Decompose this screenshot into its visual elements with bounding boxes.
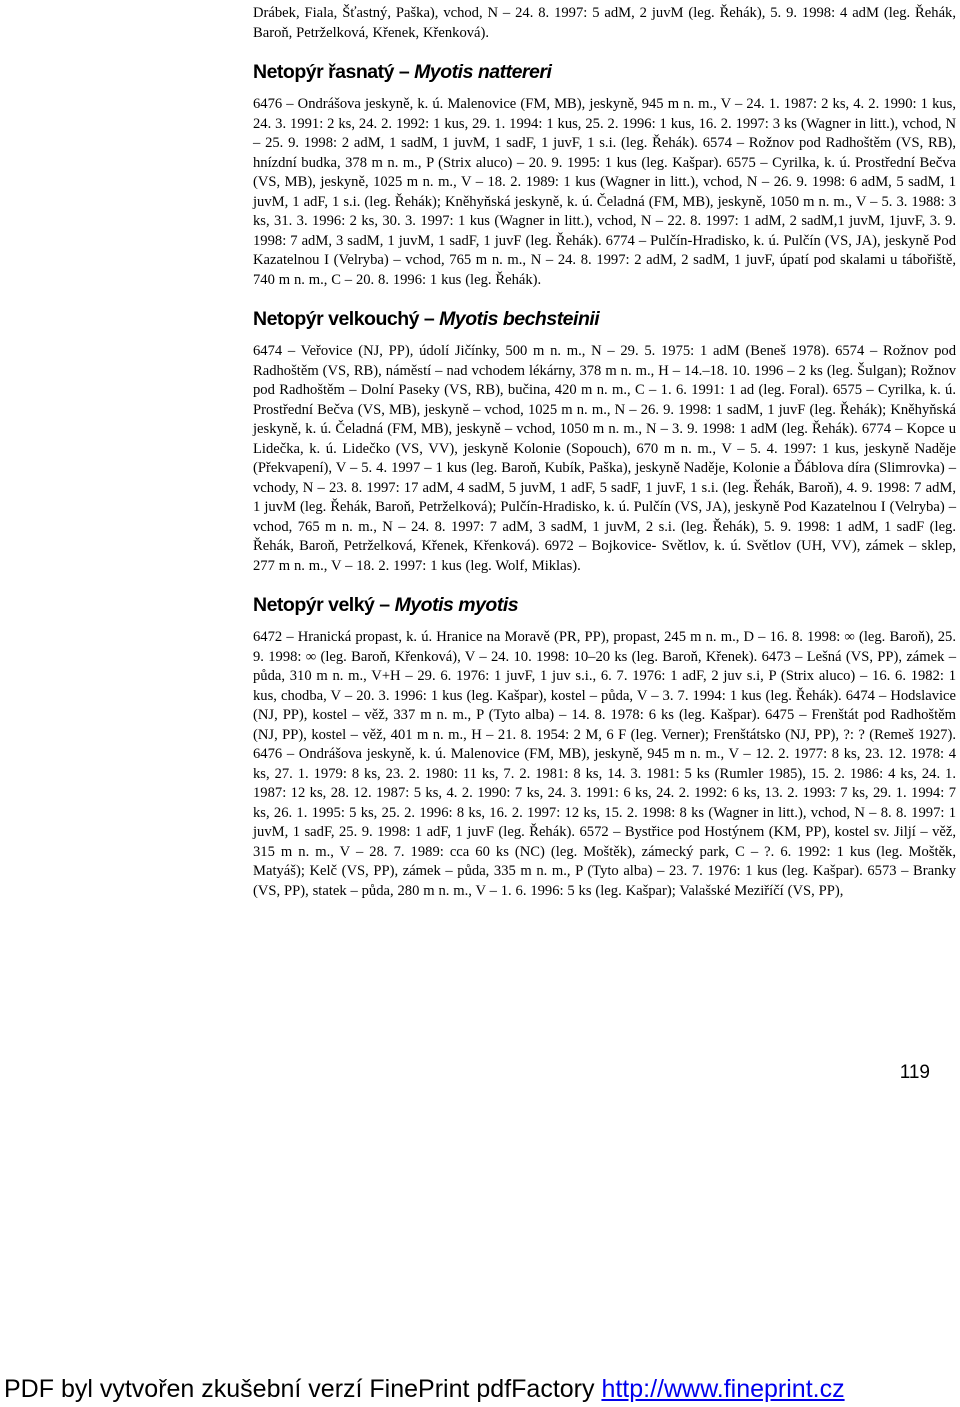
footer-text: PDF byl vytvořen zkušební verzí FinePrint pdfFactory: [4, 1375, 602, 1403]
document-body: [253, 4, 956, 901]
footer-link[interactable]: http://www.fineprint.cz: [601, 1375, 845, 1403]
section-heading-myotis: Netopýr velký – Myotis myotis: [253, 594, 519, 616]
section-heading-bechsteinii: Netopýr velkouchý – Myotis bechsteinii: [253, 308, 600, 330]
footer-watermark: [4, 1375, 845, 1404]
page-number: 119: [899, 1062, 930, 1083]
section-heading-nattereri: Netopýr řasnatý – Myotis nattereri: [253, 61, 552, 83]
section-paragraph-bechsteinii: 6474 – Veřovice (NJ, PP), údolí Jičínky, 500 m n. m., N – 29. 5. 1975: 1 adM (Beneš 1978). 6574 – Rožnov pod Radhoštěm (VS, RB), náměstí – nad vchodem lékárny, 378 m n. m., H – 14.–18. 10. 1996 – 2 ks (leg. Šulgan); Rožnov pod Radhoštěm – Dolní Paseky (VS, RB), bučina, 420 m n. m., C – 1. 6. 1991: 1 ad (leg. Foral). 6575 – Cyrilka, k. ú. Prostřední Bečva (VS, MB), jeskyně – vchod, 1025 m n. m., N – 26. 9. 1998: 1 sadM, 1 juvF (leg. Řehák); Kněhyňská jeskyně, k. ú. Čeladná (FM, MB), jeskyně – vchod, 1050 m n. m., N – 3. 9. 1998: 1 adM (leg. Řehák). 6774 – Kopce u Lidečka, k. ú. Lidečko (VS, VV), jeskyně Kolonie (Sopouch), 670 m n. m., V – 5. 4. 1997: 1 kus, jeskyně Naděje (Překvapení), V – 5. 4. 1997 – 1 kus (leg. Baroň, Kubík, Paška), jeskyně Naděje, Kolonie a Ďáblova díra (Slimrovka) – vchody, N – 23. 8. 1997: 17 adM, 4 sadM, 5 juvM, 1 adF, 5 sadF, 1 juvF, 1 s.i. (leg. Řehák, Baroň), 4. 9. 1998: 7 adM, 1 juvM (leg. Řehák, Baroň, Petrželková); Pulčín-Hradisko, k. ú. Pulčín (VS, JA), jeskyně Pod Kazatelnou I (Velryba) – vchod, 765 m n. m., N – 24. 8. 1997: 7 adM, 3 sadM, 1 juvM, 2 s.i. (leg. Řehák), 5. 9. 1998: 1 adM, 1 sadF (leg. Řehák, Baroň, Petrželková, Křenek, Křenková). 6972 – Bojkovice- Světlov, k. ú. Světlov (UH, VV), zámek – sklep, 277 m n. m., V – 18. 2. 1997: 1 kus (leg. Wolf, Miklas).: [253, 343, 956, 574]
section-paragraph-myotis: 6472 – Hranická propast, k. ú. Hranice na Moravě (PR, PP), propast, 245 m n. m., D – 16. 8. 1998: ∞ (leg. Baroň), 25. 9. 1998: ∞ (leg. Baroň, Křenková), V – 24. 10. 1998: 10–20 ks (leg. Baroň, Křenek). 6473 – Lešná (VS, PP), zámek – půda, 310 m n. m., V+H – 29. 6. 1976: 1 juvF, 1 juv s.i., 6. 7. 1976: 1 adF, 2 juv s.i, P (Strix aluco) – 16. 6. 1982: 1 kus, chodba, V – 20. 3. 1996: 1 kus (leg. Kašpar), kostel – půda, V – 3. 7. 1994: 1 kus (leg. Řehák). 6474 – Hodslavice (NJ, PP), kostel – věž, 337 m n. m., P (Tyto alba) – 14. 8. 1978: 6 ks (leg. Kašpar). 6475 – Frenštát pod Radhoštěm (NJ, PP), kostel – věž, 401 m n. m., H – 21. 8. 1954: 2 M, 6 F (leg. Verner); Frenštátsko (NJ, PP), ?: ? (Remeš 1927). 6476 – Ondrášova jeskyně, k. ú. Malenovice (FM, MB), jeskyně, 945 m n. m., V – 12. 2. 1977: 8 ks, 23. 12. 1978: 4 ks, 27. 1. 1979: 8 ks, 23. 2. 1980: 11 ks, 7. 2. 1981: 8 ks, 14. 3. 1981: 5 ks (Rumler 1985), 15. 2. 1986: 4 ks, 24. 1. 1987: 12 ks, 28. 12. 1987: 5 ks, 4. 2. 1990: 7 ks, 24. 3. 1991: 6 ks, 24. 2. 1992: 6 ks, 13. 2. 1993: 7 ks, 29. 1. 1994: 7 ks, 26. 1. 1995: 5 ks, 25. 2. 1996: 8 ks, 16. 2. 1997: 12 ks, 15. 2. 1998: 8 ks (Wagner in litt.), vchod, N – 8. 8. 1997: 1 juvM, 1 sadF, 25. 9. 1998: 1 adF, 1 juvF (leg. Řehák). 6572 – Bystřice pod Hostýnem (KM, PP), kostel sv. Jiljí – věž, 315 m n. m., V – 28. 7. 1989: cca 60 ks (NC) (leg. Moštěk), zámecký park, C – ?. 6. 1992: 1 kus (leg. Moštěk, Matyáš); Kelč (VS, PP), zámek – půda, 335 m n. m., P (Tyto alba) – 23. 7. 1976: 1 kus (leg. Kašpar). 6573 – Branky (VS, PP), statek – půda, 280 m n. m., V – 1. 6. 1996: 5 ks (leg. Kašpar); Valašské Meziříčí (VS, PP),: [253, 629, 956, 899]
continued-paragraph: Drábek, Fiala, Šťastný, Paška), vchod, N – 24. 8. 1997: 5 adM, 2 juvM (leg. Řehák), 5. 9. 1998: 4 adM (leg. Řehák, Baroň, Petrželková, Křenek, Křenková).: [253, 5, 956, 41]
section-paragraph-nattereri: 6476 – Ondrášova jeskyně, k. ú. Malenovice (FM, MB), jeskyně, 945 m n. m., V – 24. 1. 1987: 2 ks, 4. 2. 1990: 1 kus, 24. 3. 1991: 2 ks, 24. 2. 1992: 1 kus, 29. 1. 1994: 1 kus, 25. 2. 1996: 1 kus, 16. 2. 1997: 3 ks (Wagner in litt.), vchod, N – 25. 9. 1998: 2 adM, 1 sadM, 1 juvM, 1 sadF, 1 juvF, 1 s.i. (leg. Řehák). 6574 – Rožnov pod Radhoštěm (VS, RB), hnízdní budka, 378 m n. m., P (Strix aluco) – 20. 9. 1995: 1 kus (leg. Kašpar). 6575 – Cyrilka, k. ú. Prostřední Bečva (VS, MB), jeskyně, 1025 m n. m., V – 18. 2. 1989: 1 kus (Wagner in litt.), vchod, N – 26. 9. 1998: 6 adM, 5 sadM, 1 juvM, 1 adF, 1 s.i. (leg. Řehák); Kněhyňská jeskyně, k. ú. Čeladná (FM, MB), jeskyně, 1050 m n. m., V – 5. 3. 1988: 3 ks, 31. 3. 1996: 2 ks, 30. 3. 1997: 1 kus (Wagner in litt.), vchod, N – 22. 8. 1997: 1 adM, 2 sadM,1 juvM, 1juvF, 3. 9. 1998: 7 adM, 3 sadM, 1 juvM, 1 sadF, 1 juvF (leg. Řehák). 6774 – Pulčín-Hradisko, k. ú. Pulčín (VS, JA), jeskyně Pod Kazatelnou I (Velryba) – vchod, 765 m n. m., N – 24. 8. 1997: 2 adM, 2 sadM, 1 juvF, úpatí pod skalami u tábořiště, 740 m n. m., C – 20. 8. 1996: 1 kus (leg. Řehák).: [253, 96, 956, 288]
